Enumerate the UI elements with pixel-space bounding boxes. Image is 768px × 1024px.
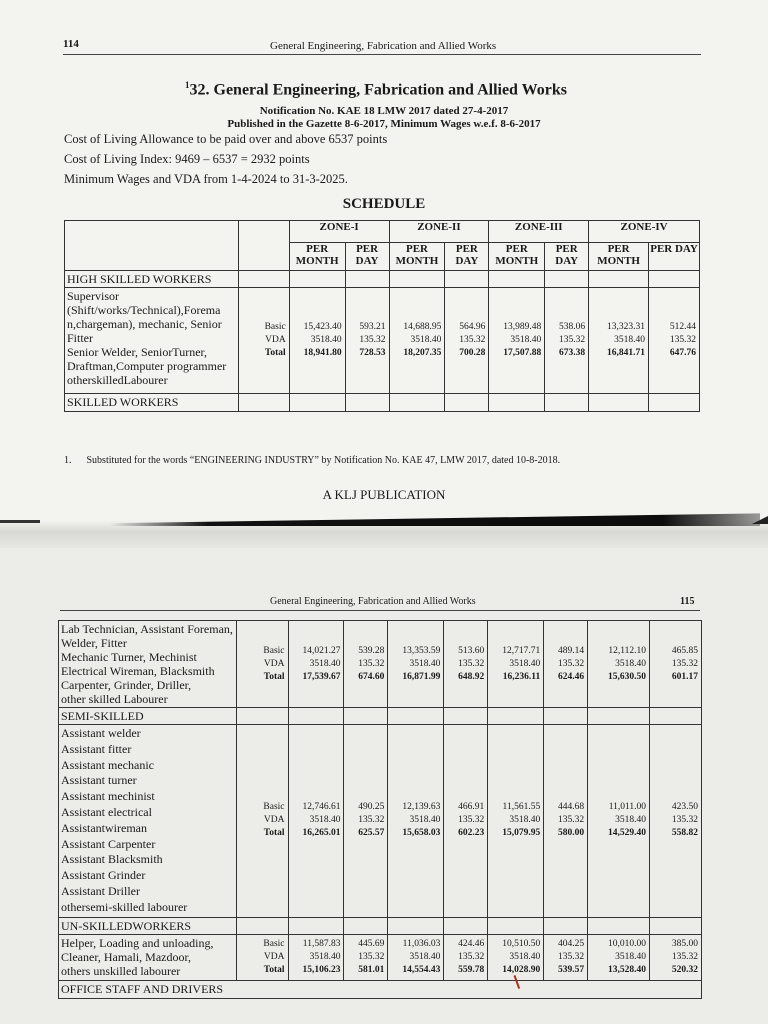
zone-3-day-values: 489.14 135.32 624.46 [544, 621, 588, 708]
zone-1-month-values: 11,587.83 3518.40 15,106.23 [288, 934, 344, 980]
zone-1-day-values: 539.28 135.32 674.60 [344, 621, 388, 708]
zone-2-month-values: 12,139.63 3518.40 15,658.03 [388, 725, 444, 918]
per-month-header: PER MONTH [589, 243, 649, 271]
min-wages-line: Minimum Wages and VDA from 1-4-2024 to 31-3-2025. [64, 172, 348, 186]
desc-line: Supervisor (Shift/works/Technical),Forema n,chargeman), mechanic, Senior Fitter [67, 289, 222, 345]
zone-3-day-values: 444.68 135.32 580.00 [544, 725, 588, 918]
zone-2-month-values: 13,353.59 3518.40 16,871.99 [388, 621, 444, 708]
running-head-bottom: General Engineering, Fabrication and Allied Works [270, 596, 476, 607]
zone-2-month-values: 14,688.95 3518.40 18,207.35 [389, 288, 445, 394]
desc-line: Senior Welder, SeniorTurner, Draftman,Computer programmer [67, 345, 227, 373]
zone-2-day-values: 513.60 135.32 648.92 [444, 621, 488, 708]
zone-3-day-values: 404.25 135.32 539.57 [544, 934, 588, 980]
zone-1-month-values: 15,423.40 3518.40 18,941.80 [289, 288, 345, 394]
zone-2-month-values: 11,036.03 3518.40 14,554.43 [388, 934, 444, 980]
zone-3-month-values: 11,561.55 3518.40 15,079.95 [488, 725, 544, 918]
zone-4-month-values: 13,323.31 3518.40 16,841.71 [589, 288, 649, 394]
office-staff-heading: OFFICE STAFF AND DRIVERS [59, 980, 702, 998]
page-number-bottom: 115 [680, 596, 695, 607]
header-blank-component [238, 221, 289, 271]
header-blank-category [65, 221, 239, 271]
zone-3-month-values: 10,510.50 3518.40 14,028.90 [488, 934, 544, 980]
running-head-top: General Engineering, Fabrication and Allied Works [270, 40, 497, 52]
page-title [185, 80, 567, 99]
zone-3-month-values: 12,717.71 3518.40 16,236.11 [488, 621, 544, 708]
zone-4-day-values: 512.44 135.32 647.76 [649, 288, 700, 394]
header-rule-bottom [60, 610, 700, 611]
per-month-header: PER MONTH [289, 243, 345, 271]
per-day-header: PER DAY [345, 243, 389, 271]
semi-skilled-description: Assistant welder Assistant fitter Assistant mechanic Assistant turner Assistant mechinist Assistant electrical Assistantwireman Assistant Carpenter Assistant Blacksmith Assistant Grinder Assistant Driller othersemi-skilled labourer [59, 725, 237, 918]
zone-4-day-values: 465.85 135.32 601.17 [650, 621, 702, 708]
per-day-header: PER DAY [649, 243, 700, 271]
notification-line: Notification No. KAE 18 LMW 2017 dated 27-4-2017 [259, 105, 509, 117]
component-labels: Basic VDA Total [236, 934, 288, 980]
page-edge-left [0, 520, 40, 523]
unskilled-description: Helper, Loading and unloading, Cleaner, Hamali, Mazdoor, others unskilled labourer [59, 934, 237, 980]
zone-4-day-values: 423.50 135.32 558.82 [650, 725, 702, 918]
publisher-footer: A KLJ PUBLICATION [322, 487, 446, 502]
col-allowance-line: Cost of Living Allowance to be paid over and above 6537 points [64, 132, 388, 146]
zone-1-month-values: 12,746.61 3518.40 16,265.01 [288, 725, 344, 918]
component-labels: Basic VDA Total [236, 725, 288, 918]
desc-line: otherskilledLabourer [67, 373, 168, 387]
schedule-heading: SCHEDULE [342, 196, 426, 212]
header-rule-top [63, 54, 701, 55]
component-labels: Basic VDA Total [236, 621, 288, 708]
component-labels: Basic VDA Total [238, 288, 289, 394]
zone-2-header: ZONE-II [389, 221, 489, 243]
zone-2-day-values: 564.96 135.32 700.28 [445, 288, 489, 394]
zone-4-month-values: 11,011.00 3518.40 14,529.40 [588, 725, 650, 918]
unskilled-heading: UN-SKILLEDWORKERS [59, 917, 237, 934]
zone-1-day-values: 490.25 135.32 625.57 [344, 725, 388, 918]
page-number-top: 114 [63, 38, 79, 50]
zone-4-month-values: 12,112.10 3518.40 15,630.50 [588, 621, 650, 708]
per-day-header: PER DAY [445, 243, 489, 271]
zone-1-day-values: 593.21 135.32 728.53 [345, 288, 389, 394]
zone-3-day-values: 538.06 135.32 673.38 [545, 288, 589, 394]
zone-3-month-values: 13,989.48 3518.40 17,507.88 [489, 288, 545, 394]
schedule-table-bottom [58, 620, 702, 999]
per-day-header: PER DAY [545, 243, 589, 271]
high-skilled-heading: HIGH SKILLED WORKERS [65, 271, 239, 288]
zone-3-header: ZONE-III [489, 221, 589, 243]
per-month-header: PER MONTH [489, 243, 545, 271]
zone-4-day-values: 385.00 135.32 520.32 [650, 934, 702, 980]
gazette-line: Published in the Gazette 8-6-2017, Minimum Wages w.e.f. 8-6-2017 [227, 118, 541, 130]
skilled-description: Lab Technician, Assistant Foreman, Welder, Fitter Mechanic Turner, Mechinist Electrical Wireman, Blacksmith Carpenter, Grinder, Driller, other skilled Labourer [59, 621, 237, 708]
per-month-header: PER MONTH [389, 243, 445, 271]
title-text: 32. General Engineering, Fabrication and Allied Works [189, 81, 568, 99]
zone-1-header: ZONE-I [289, 221, 389, 243]
zone-2-day-values: 424.46 135.32 559.78 [444, 934, 488, 980]
col-index-line: Cost of Living Index: 9469 – 6537 = 2932 points [64, 152, 310, 166]
schedule-table-top [64, 220, 700, 412]
footnote: 1. Substituted for the words “ENGINEERING INDUSTRY” by Notification No. KAE 47, LMW 2017, dated 10-8-2018. [64, 455, 561, 466]
zone-2-day-values: 466.91 135.32 602.23 [444, 725, 488, 918]
zone-4-header: ZONE-IV [589, 221, 700, 243]
zone-1-day-values: 445.69 135.32 581.01 [344, 934, 388, 980]
semi-skilled-heading: SEMI-SKILLED [59, 708, 237, 725]
zone-4-month-values: 10,010.00 3518.40 13,528.40 [588, 934, 650, 980]
title-footnote-mark: 1 [185, 80, 190, 90]
high-skilled-description [65, 288, 239, 394]
skilled-heading: SKILLED WORKERS [65, 394, 239, 412]
zone-1-month-values: 14,021.27 3518.40 17,539.67 [288, 621, 344, 708]
